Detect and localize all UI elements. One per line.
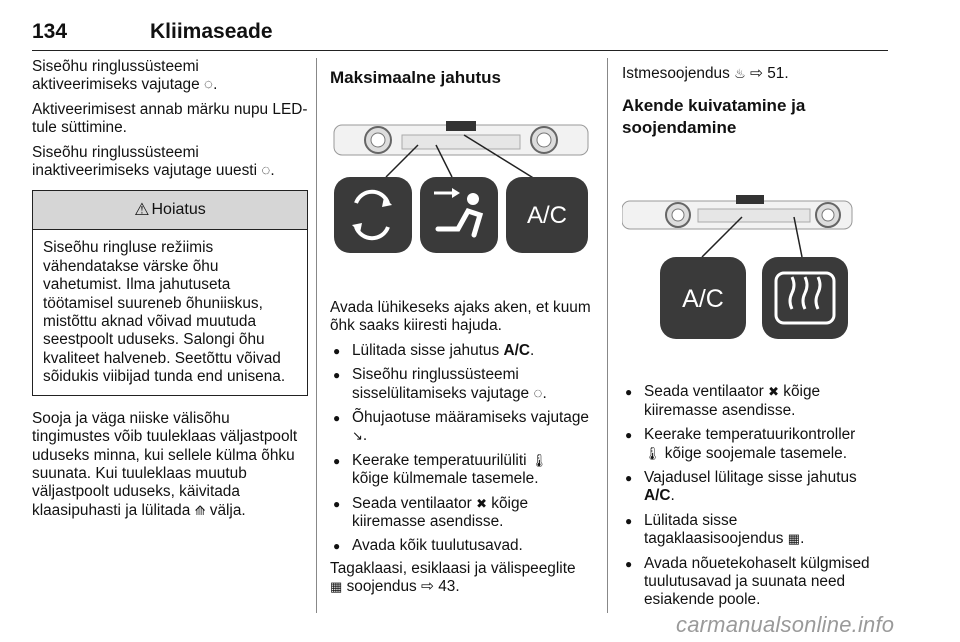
seat-heating-icon: ♨ xyxy=(734,66,746,81)
list-item: ● Avada kõik tuulutusavad. xyxy=(330,537,592,555)
reference-arrow-icon: ⇨ xyxy=(750,65,763,82)
list-item: ● Keerake temperatuurilüliti 🌡 kõige külmemale tasemele. xyxy=(330,452,592,489)
ac-label: A/C xyxy=(526,202,568,229)
paragraph: Istmesoojendus ♨ ⇨ 51. xyxy=(622,65,789,82)
fan-icon: ✖ xyxy=(476,495,487,511)
list-item: ● Lülitada sisse jahutus A/C. xyxy=(330,342,592,360)
list-item: ● Siseõhu ringlussüsteemi sisselülitamiseks vajutage ◌. xyxy=(330,366,592,403)
list-item: ● Avada nõuetekohaselt külgmised tuulutusavad ja suunata need esiakende poole. xyxy=(622,555,888,610)
air-distribution-icon: ↘ xyxy=(352,428,363,444)
paragraph: Tagaklaasi, esiklaasi ja välispeeglite ▦ soojendus ⇨ 43. xyxy=(330,559,576,596)
ac-label: A/C xyxy=(682,285,724,314)
warning-text: Siseõhu ringluse režiimis vähendatakse värske õhu vahetumist. Ilma jahutuseta töötamisel suureneb õhuniiskus, mistõttu aknad võivad muutuda seestpoolt uduseks. Salongi õhu kvaliteet halveneb. Seetõttu võivad sõidukis viibijad tunda end unisena. xyxy=(43,239,286,386)
list-item: ● Seada ventilaator ✖ kõige kiiremasse asendisse. xyxy=(622,383,888,420)
paragraph: Aktiveerimisest annab märku nupu LED-tule süttimine. xyxy=(32,100,308,137)
warning-title: Hoiatus xyxy=(151,201,206,219)
paragraph: Avada lühikeseks ajaks aken, et kuum õhk saaks kiiresti hajuda. xyxy=(330,299,591,335)
column-divider xyxy=(316,58,317,613)
page-header xyxy=(32,6,888,51)
section-title: Maksimaalne jahutus xyxy=(330,68,502,87)
list-item: ● Keerake temperatuurikontroller 🌡 kõige soojemale tasemele. xyxy=(622,426,888,463)
bullet-list xyxy=(622,383,888,609)
watermark: carmanualsonline.info xyxy=(676,612,895,637)
warning-header xyxy=(33,191,307,230)
fan-icon: ✖ xyxy=(768,384,779,400)
column-right xyxy=(622,58,888,616)
column-divider xyxy=(607,58,608,613)
climate-panel-illustration xyxy=(622,187,884,357)
paragraph: Siseõhu ringlussüsteemi aktiveerimiseks vajutage ◌. xyxy=(32,58,218,94)
list-item: ● Seada ventilaator ✖ kõige kiiremasse asendisse. xyxy=(330,495,592,532)
page-title: Kliimaseade xyxy=(150,20,273,43)
page-number: 134 xyxy=(32,20,68,43)
bullet-list xyxy=(330,342,592,556)
rear-defrost-icon: ▦ xyxy=(330,579,343,595)
temperature-icon: 🌡 xyxy=(644,445,661,461)
list-item: ● Õhujaotuse määramiseks vajutage ↘. xyxy=(330,409,592,446)
temperature-icon: 🌡 xyxy=(530,452,548,468)
warning-box xyxy=(32,190,308,395)
climate-panel-illustration xyxy=(330,115,592,297)
section-title: Akende kuivatamine ja soojendamine xyxy=(622,96,806,138)
paragraph: Siseõhu ringlussüsteemi inaktiveerimiseks vajutage uuesti ◌. xyxy=(32,143,275,180)
column-left xyxy=(32,58,308,526)
reference-arrow-icon: ⇨ xyxy=(421,578,434,596)
windscreen-defrost-icon: ⟰ xyxy=(194,502,206,518)
column-middle xyxy=(330,58,592,603)
paragraph: Sooja ja väga niiske välisõhu tingimustes võib tuuleklaas väljastpoolt uduseks minna, kui sellele külma õhku suunata. Kui tuuleklaas muutub väljastpoolt uduseks, käivitada klaasipuhasti ja lülitada ⟰ välja. xyxy=(32,409,298,519)
list-item: ● Vajadusel lülitage sisse jahutus A/C. xyxy=(622,469,888,506)
rear-defrost-icon: ▦ xyxy=(787,531,801,547)
warning-icon: ⚠ xyxy=(134,200,150,220)
list-item: ● Lülitada sisse tagaklaasisoojendus ▦. xyxy=(622,512,888,549)
